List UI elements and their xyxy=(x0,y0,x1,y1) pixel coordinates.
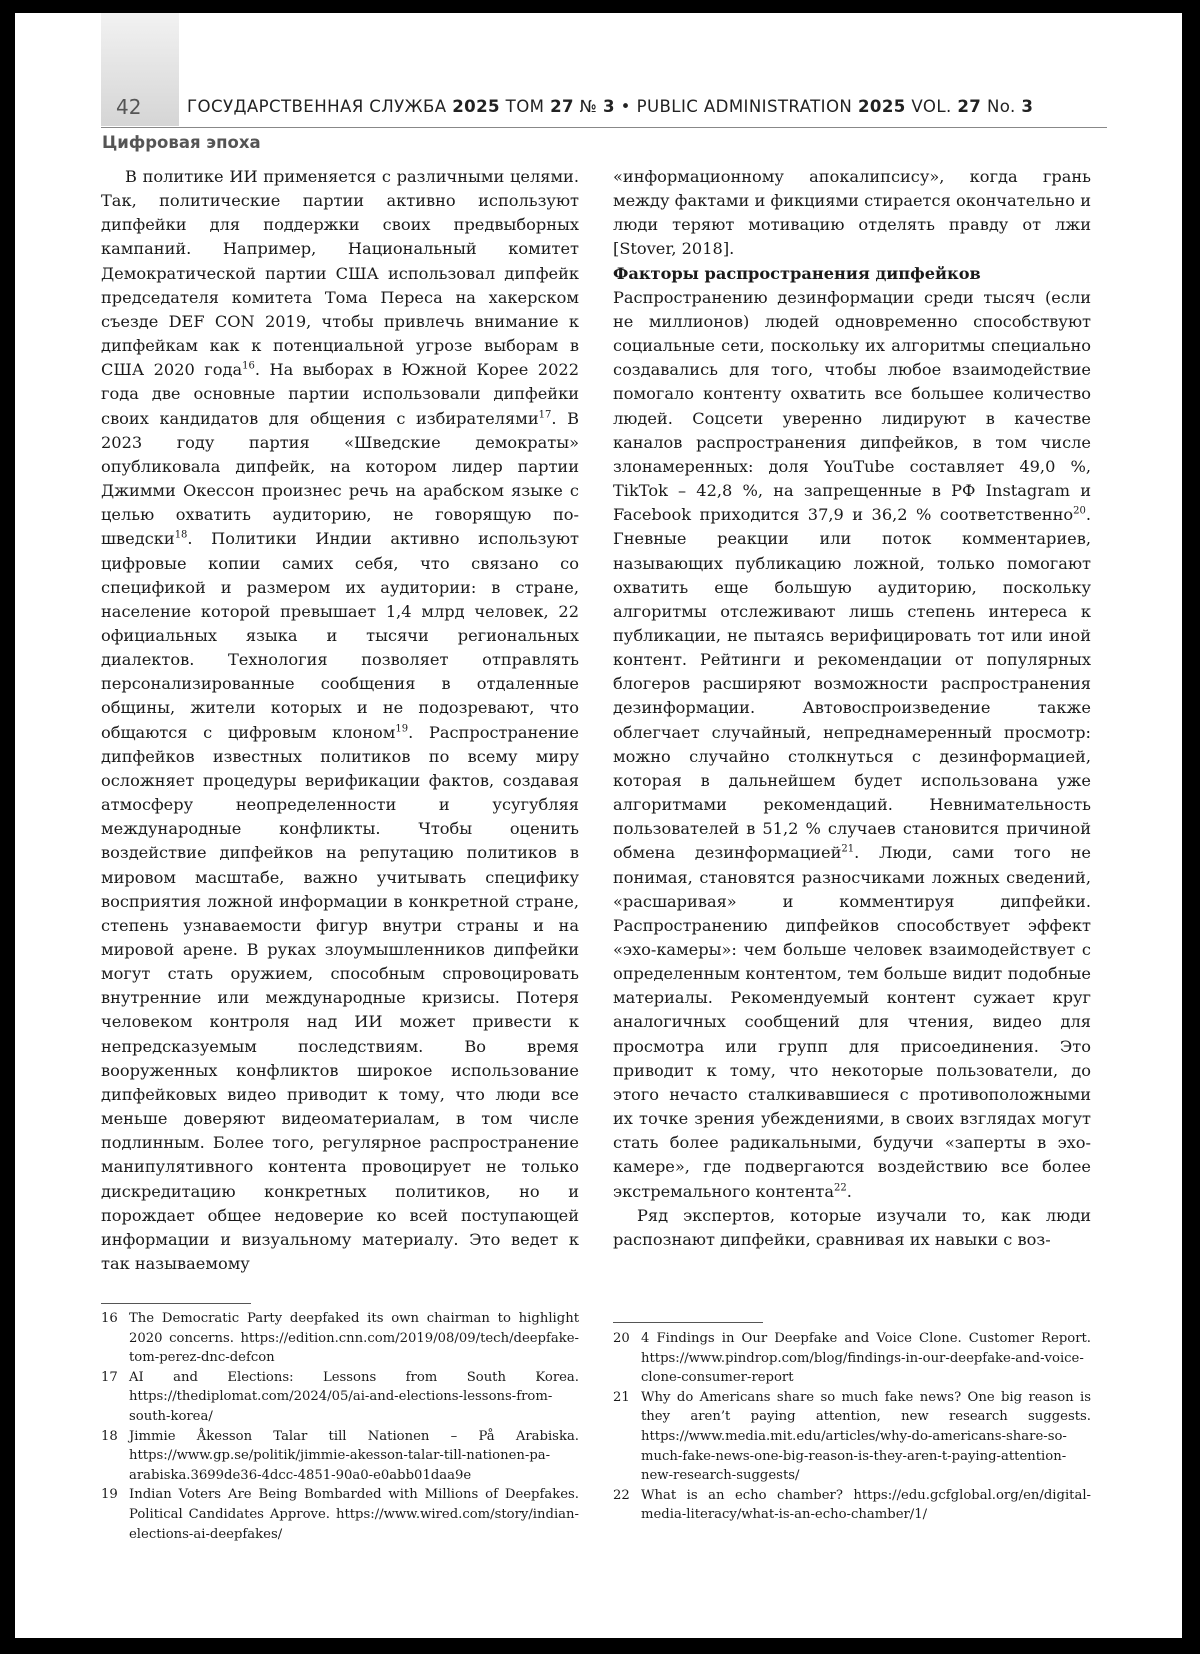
journal-title-ru: ГОСУДАРСТВЕННАЯ СЛУЖБА xyxy=(187,97,447,116)
right-paragraph: Распространению дезинформации среди тысяч (если не миллионов) людей одновременно способствуют социальные сети, поскольку их алгоритмы специально создавались для того, чтобы любое взаимодействие помогало контенту охватить все большее количество людей. Соцсети уверенно лидируют в качестве каналов распространения дипфейков, в том числе злонамеренных: доля YouTube составляет 49,0 %, TikTok – 42,8 %, на запрещенные в РФ Instagram и Facebook приходится 37,9 и 36,2 % соответственно$^{20}$. Гневные реакции или поток комментариев, называющих публикацию ложной, только помогают охватить еще большую аудиторию, поскольку алгоритмы отслеживают лишь степень интереса к публикации, не пытаясь верифицировать тот или иной контент. Рейтинги и рекомендации от популярных блогеров расширяют возможности распространения дезинформации. Автовоспроизведение также облегчает случайный, непреднамеренный просмотр: можно случайно столкнуться с дезинформацией, которая в дальнейшем будет использована уже алгоритмами рекомендаций. Невнимательность пользователей в 51,2 % случаев становится причиной обмена дезинформацией$^{21}$. Люди, сами того не понимая, становятся разносчиками ложных сведений, «расшаривая» и комментируя дипфейки. Распространению дипфейков способствует эффект «эхо-камеры»: чем больше человек взаимодействует с определенным контентом, тем больше видит подобные материалы. Рекомендуемый контент сужает круг аналогичных сообщений для чтения, видео для просмотра или групп для присоединения. Это приводит к тому, что некоторые пользователи, до этого нечасто сталкивавшиеся с противоположными их точке зрения убеждениями, в своих взглядах могут стать более радикальными, будучи «заперты в эхо-камере», где подвергаются воздействию все более экстремального контента$^{22}$. xyxy=(613,287,1091,1201)
volume-number-ru: 27 xyxy=(550,97,574,116)
left-paragraph: В политике ИИ применяется с различными целями. Так, политические партии активно используют дипфейки для поддержки своих предвыборных кампаний. Например, Национальный комитет Демократической партии США использовал дипфейк председателя комитета Тома Переса на хакерском съезде DEF CON 2019, чтобы привлечь внимание к дипфейкам как к потенциальной угрозе выборам в США 2020 года$^{16}$. На выборах в Южной Корее 2022 года две основные партии использовали дипфейки своих кандидатов для общения с избирателями$^{17}$. В 2023 году партия «Шведские демократы» опубликовала дипфейк, на котором лидер партии Джимми Окессон произнес речь на арабском языке с целью охватить аудиторию, не говорящую по-шведски$^{18}$. Политики Индии активно используют цифровые копии самих себя, что связано со спецификой и размером их аудитории: в стране, население которой превышает 1,4 млрд человек, 22 официальных языка и тысячи региональных диалектов. Технология позволяет отправлять персонализированные сообщения в отдаленные общины, жители которых и не подозревают, что общаются с цифровым клоном$^{19}$. Распространение дипфейков известных политиков по всему миру осложняет процедуры верификации фактов, создавая атмосферу неопределенности и усугубляя международные конфликты. Чтобы оценить воздействие дипфейков на репутацию политиков в мировом масштабе, важно учитывать специфику восприятия ложной информации в конкретной стране, степень узнаваемости фигур внутри страны и на мировой арене. В руках злоумышленников дипфейки могут стать оружием, способным спровоцировать внутренние или международные кризисы. Потеря человеком контроля над ИИ может привести к непредсказуемым последствиям. Во время вооруженных конфликтов широкое использование дипфейковых видео приводит к тому, что люди все меньше доверяют видеоматериалам, в том числе подлинным. Более того, регулярное распространение манипулятивного контента провоцирует не только дискредитацию конкретных политиков, но и порождает общее недоверие ко всей поступающей информации и визуальному материалу. Это ведет к так называемому xyxy=(101,167,580,1274)
footnote-ref-22[interactable]: 22 xyxy=(833,1182,847,1194)
running-header xyxy=(187,97,1107,116)
footnote-ref-20[interactable]: 20 xyxy=(1073,505,1086,517)
year-ru: 2025 xyxy=(452,97,500,116)
issue-label-en: No. xyxy=(986,97,1016,116)
page-number: 42 xyxy=(116,95,142,119)
footnote-ref-16[interactable]: 16 xyxy=(242,360,255,372)
footnote-ref-21[interactable]: 21 xyxy=(841,843,855,855)
right-paragraph-continued: «информационному апокалипсису», когда грань между фактами и фикциями стирается окончательно и люди теряют мотивацию отделять правду от лжи [Stover, 2018]. xyxy=(613,167,1091,259)
footnote-rule-left xyxy=(101,1303,251,1304)
right-column xyxy=(613,165,1091,1252)
left-column xyxy=(101,165,579,1276)
footnote-18: 18 Jimmie Åkesson Talar till Nationen – På Arabiska. https://www.gp.se/politik/jimmie-akesson-talar-till-nationen-pa-arabiska.3699de36-4dcc-4851-90a0-e0abb01daa9e xyxy=(101,1428,579,1483)
volume-number-en: 27 xyxy=(957,97,982,116)
header-separator: • xyxy=(620,97,631,116)
footnote-rule-right xyxy=(613,1322,763,1323)
footnote-ref-17[interactable]: 17 xyxy=(538,409,552,421)
footnote-21: 21 Why do Americans share so much fake news? One big reason is they aren’t paying attention, new research suggests. https://www.media.mit.edu/articles/why-do-americans-share-so-much-fake-news-one-big-reason-is-they-aren-t-paying-attention-new-research-suggests/ xyxy=(613,1389,1091,1484)
footnote-17: 17 AI and Elections: Lessons from South Korea. https://thediplomat.com/2024/05/ai-and-elections-lessons-from-south-korea/ xyxy=(101,1369,579,1424)
footnote-20: 20 4 Findings in Our Deepfake and Voice Clone. Customer Report. https://www.pindrop.com/blog/findings-in-our-deepfake-and-voice-clone-consumer-report xyxy=(613,1331,1091,1386)
issue-number-en: 3 xyxy=(1021,97,1034,116)
footnote-22: 22 What is an echo chamber? https://edu.gcfglobal.org/en/digital-media-literacy/what-is-an-echo-chamber/1/ xyxy=(613,1487,1091,1523)
journal-title-en: PUBLIC ADMINISTRATION xyxy=(636,97,853,116)
year-en: 2025 xyxy=(857,97,906,116)
footnotes-right xyxy=(613,1329,1091,1525)
section-title: Цифровая эпоха xyxy=(102,133,261,152)
subsection-heading: Факторы распространения дипфейков xyxy=(613,263,981,283)
footnote-19: 19 Indian Voters Are Being Bombarded with Millions of Deepfakes. Political Candidates Approve. https://www.wired.com/story/indian-elections-ai-deepfakes/ xyxy=(101,1487,579,1542)
volume-label-ru: ТОМ xyxy=(505,97,545,116)
journal-page xyxy=(15,13,1182,1638)
footnote-ref-18[interactable]: 18 xyxy=(174,529,188,541)
footnotes-left xyxy=(101,1309,579,1544)
right-paragraph-last: Ряд экспертов, которые изучали то, как люди распознают дипфейки, сравнивая их навыки с воз- xyxy=(613,1205,1091,1249)
footnote-16: 16 The Democratic Party deepfaked its own chairman to highlight 2020 concerns. https://edition.cnn.com/2019/08/09/tech/deepfake-tom-perez-dnc-defcon xyxy=(101,1311,579,1366)
issue-number-ru: 3 xyxy=(603,97,615,116)
header-rule xyxy=(101,127,1107,128)
issue-label-ru: № xyxy=(579,97,598,116)
footnote-ref-19[interactable]: 19 xyxy=(395,723,409,735)
volume-label-en: VOL. xyxy=(911,97,952,116)
